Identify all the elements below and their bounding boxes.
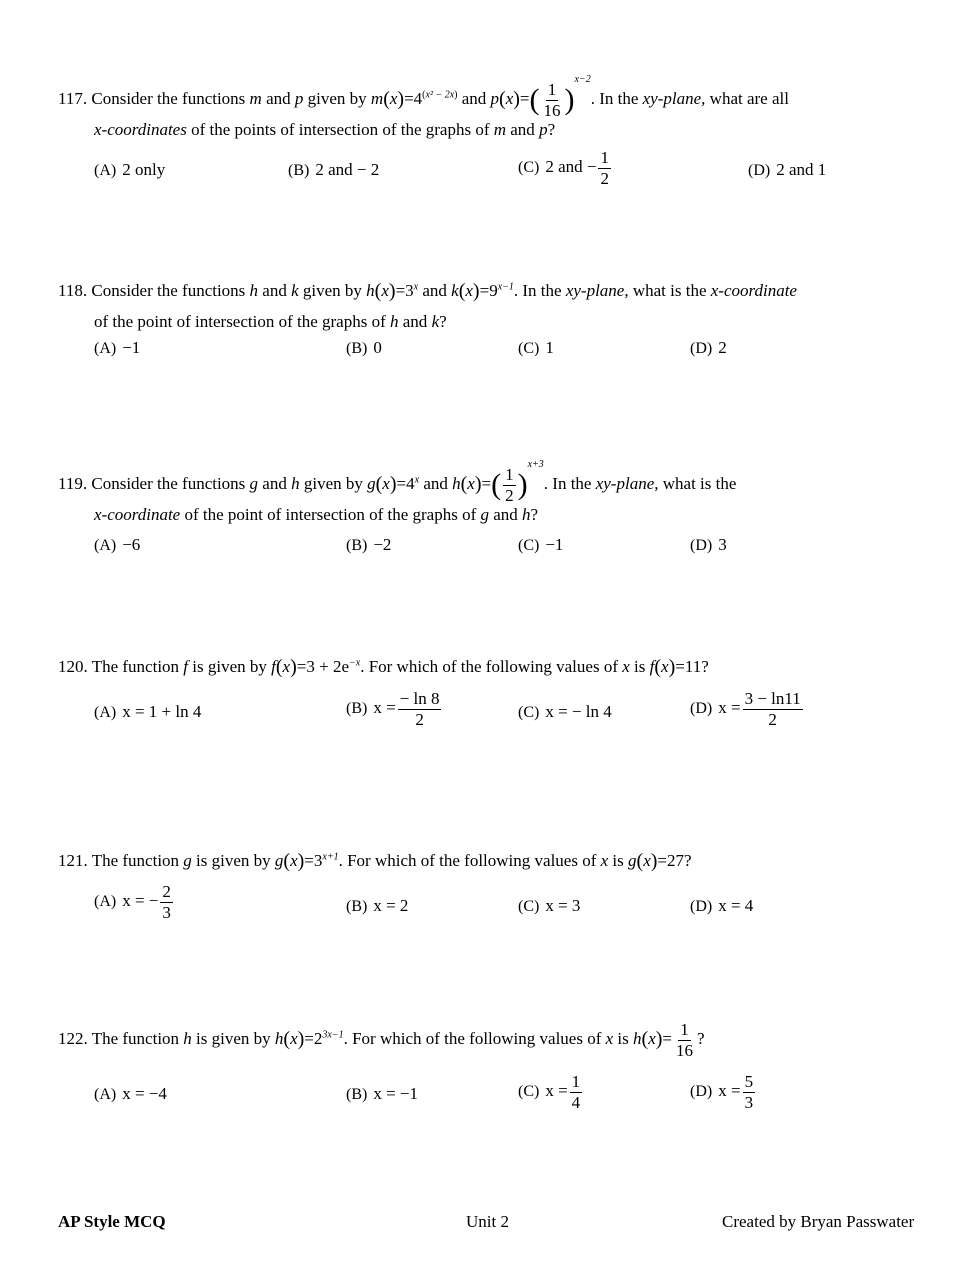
- question-119-line1: 119. Consider the functions g and h given by $g(x)=4^x$ and h(x)=( $\frac{1}{2}$ )$^{x+3}$. In the xy-plane, what is the: [58, 459, 737, 505]
- answer-option-b[interactable]: (B) 0: [346, 338, 382, 357]
- answer-option-b[interactable]: (B) x = −1: [346, 1084, 419, 1103]
- question-121-line1: 121. The function g is given by $g(x)=3^{x+1}$. For which of the following values of x is g(x)=27?: [58, 850, 692, 872]
- footer-right: Created by Bryan Passwater: [722, 1212, 915, 1231]
- question-118-line2: of the point of intersection of the graphs of h and k?: [94, 312, 447, 331]
- answer-option-b[interactable]: (B) 2 and − 2: [288, 160, 380, 179]
- answer-option-a[interactable]: (A) −6: [94, 535, 141, 554]
- question-117-line2: x-coordinates of the points of intersection of the graphs of m and p?: [94, 120, 556, 139]
- footer-center: Unit 2: [466, 1212, 509, 1231]
- question-120-line1: 120. The function f is given by $f(x)=3 + 2e^{-x}$. For which of the following values of x is f(x)=11?: [58, 656, 709, 678]
- answer-option-a[interactable]: (A) x = 1 + ln 4: [94, 702, 202, 721]
- answer-option-d[interactable]: (D) 2: [690, 338, 727, 357]
- question-119-line2: x-coordinate of the point of intersection of the graphs of g and h?: [94, 505, 539, 524]
- answer-option-a[interactable]: (A) x = − $\frac{2}{3}$: [94, 882, 171, 922]
- fraction: $\frac{1}{16}$: [543, 80, 561, 120]
- answer-option-b[interactable]: (B) −2: [346, 535, 392, 554]
- footer-left: AP Style MCQ: [58, 1212, 166, 1231]
- answer-option-a[interactable]: (A) x = −4: [94, 1084, 167, 1103]
- answer-option-c[interactable]: (C) −1: [518, 535, 564, 554]
- answer-option-b[interactable]: (B) x = $\frac{- \ln 8}{2}$: [346, 689, 440, 729]
- question-number: 117.: [58, 89, 88, 108]
- answer-option-c[interactable]: (C) x = 3: [518, 896, 581, 915]
- question-117-line1: 117. Consider the functions m and p given by $m(x)=4^{(x^2 - 2x)}$ and p(x)=( $\frac{1}{16}$ )$^{x-2}$. In the xy-plane, what are all: [58, 74, 789, 120]
- answer-option-d[interactable]: (D) x = 4: [690, 896, 754, 915]
- answer-option-d[interactable]: (D) 2 and 1: [748, 160, 827, 179]
- answer-option-c[interactable]: (C) 1: [518, 338, 554, 357]
- question-122-line1: 122. The function h is given by $h(x)=2^{3x-1}$. For which of the following values of x is h(x)= $\frac{1}{16}$ ?: [58, 1020, 705, 1060]
- answer-option-d[interactable]: (D) 3: [690, 535, 727, 554]
- answer-option-b[interactable]: (B) x = 2: [346, 896, 409, 915]
- answer-option-c[interactable]: (C) 2 and − $\frac{1}{2}$: [518, 148, 609, 188]
- answer-option-c[interactable]: (C) x = $\frac{1}{4}$: [518, 1072, 581, 1112]
- answer-option-d[interactable]: (D) x = $\frac{5}{3}$: [690, 1072, 754, 1112]
- question-118-line1: 118. Consider the functions h and k given by $h(x)=3^x$ and $k(x)=9^{x-1}$. In the xy-plane, what is the x-coordinate: [58, 280, 797, 302]
- answer-option-d[interactable]: (D) x = $\frac{3 - \ln 11}{2}$: [690, 689, 801, 729]
- answer-option-a[interactable]: (A) −1: [94, 338, 141, 357]
- answer-option-c[interactable]: (C) x = − ln 4: [518, 702, 612, 721]
- answer-option-a[interactable]: (A) 2 only: [94, 160, 166, 179]
